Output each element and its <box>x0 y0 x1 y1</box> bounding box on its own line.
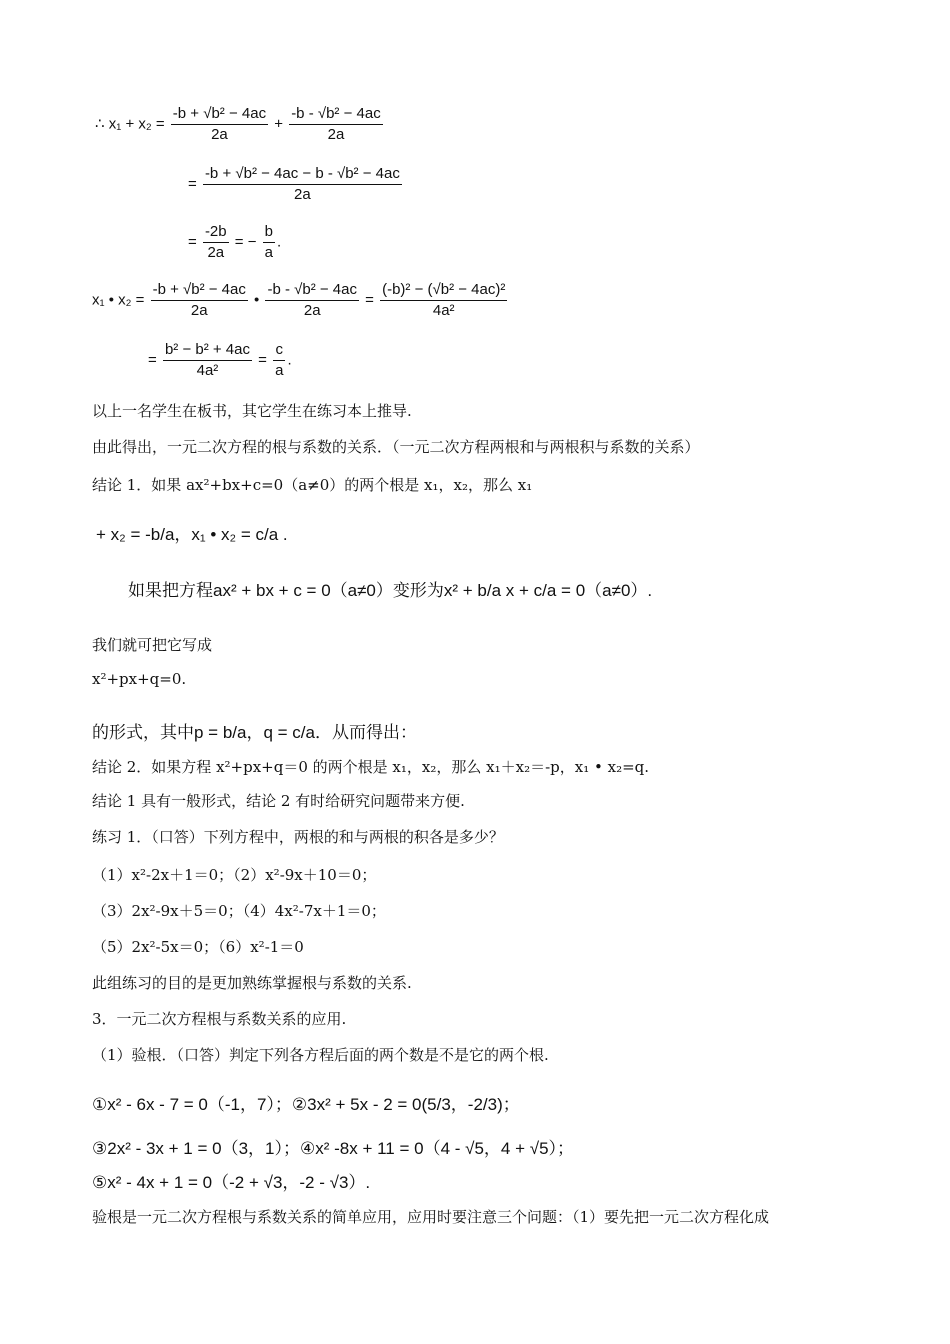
para-derive: 由此得出，一元二次方程的根与系数的关系．（一元二次方程两根和与两根积与系数的关系） <box>92 438 700 456</box>
final-paragraph: 验根是一元二次方程根与系数关系的简单应用，应用时要注意三个问题：（1）要先把一元二次方程化成 <box>92 1208 770 1226</box>
conclusion-2: 结论 2．如果方程 x²+px+q＝0 的两个根是 x₁，x₂，那么 x₁＋x₂＝-p，x₁ • x₂=q. <box>92 758 650 776</box>
verify-item: ③2x² - 3x + 1 = 0（3，1）；④x² -8x + 11 = 0（4 - √5，4 + √5）； <box>92 1139 575 1158</box>
frac-2b: $\frac{-2b}{2a}$ <box>204 223 227 261</box>
exercise-item: （3）2x²-9x＋5＝0；（4）4x²-7x＋1＝0； <box>92 902 386 920</box>
frac-plus: $\frac{\text{-b + √b² − 4ac}}{2a}$ <box>172 105 267 143</box>
prod-line-1: x₁ • x₂ = $\frac{\text{-b + √b² − 4ac}}{2a}$ • $\frac{\text{-b - √b² − 4ac}}{2a}$ = $\frac{\text{(-b)² − (√b² − 4ac)²}}{\text{4a²}}$ <box>92 281 506 319</box>
prod-frac-b2: $\frac{\text{b² − b² + 4ac}}{\text{4a²}}$ <box>164 341 250 379</box>
sum-line-1: ∴ x₁ + x₂ = $\frac{\text{-b + √b² − 4ac}}{2a}$ + $\frac{\text{-b - √b² − 4ac}}{2a}$ <box>95 105 381 143</box>
conclusion-compare: 结论 1 具有一般形式，结论 2 有时给研究问题带来方便. <box>92 792 465 810</box>
verify-title: （1）验根．（口答）判定下列各方程后面的两个数是不是它的两个根. <box>92 1046 549 1064</box>
frac-minus: $\frac{\text{-b - √b² − 4ac}}{2a}$ <box>291 105 381 143</box>
para-board: 以上一名学生在板书，其它学生在练习本上推导. <box>92 402 412 420</box>
sum-line-2: = $\frac{\text{-b + √b² − 4ac − b - √b² − 4ac}}{2a}$ <box>188 165 400 203</box>
sum-line-3: = $\frac{-2b}{2a}$ = − $\frac{b}{a}$ . <box>188 223 282 261</box>
prod-line-2: = $\frac{\text{b² − b² + 4ac}}{\text{4a²}}$ = $\frac{c}{a}$ . <box>148 341 292 379</box>
section-3-heading: 3．一元二次方程根与系数关系的应用. <box>92 1010 347 1028</box>
frac-b-a: $\frac{b}{a}$ <box>264 223 273 261</box>
verify-item: ⑤x² - 4x + 1 = 0（-2 + √3，-2 - √3）. <box>92 1173 371 1192</box>
prod-frac-sq: $\frac{\text{(-b)² − (√b² − 4ac)²}}{\text{4a²}}$ <box>382 281 506 319</box>
frac-combined: $\frac{\text{-b + √b² − 4ac − b - √b² − 4ac}}{2a}$ <box>204 165 400 203</box>
verify-item: ①x² - 6x - 7 = 0（-1，7）；②3x² + 5x - 2 = 0(5/3，-2/3)； <box>92 1095 520 1114</box>
prod-frac-c-a: $\frac{c}{a}$ <box>275 341 284 379</box>
exercise-item: （1）x²-2x＋1＝0；（2）x²-9x＋10＝0； <box>92 866 377 884</box>
exercise-goal: 此组练习的目的是更加熟练掌握根与系数的关系. <box>92 974 412 992</box>
exercise-title: 练习 1．（口答）下列方程中，两根的和与两根的积各是多少？ <box>92 828 504 846</box>
sum-lhs: ∴ x₁ + x₂ = <box>95 115 165 133</box>
transform-text: 如果把方程ax² + bx + c = 0（a≠0）变形为x² + b/a x + c/a = 0（a≠0）. <box>128 581 653 600</box>
exercise-item: （5）2x²-5x＝0；（6）x²-1＝0 <box>92 938 304 956</box>
para-write: 我们就可把它写成 <box>92 636 213 654</box>
prod-lhs: x₁ • x₂ = <box>92 291 145 309</box>
form-text: 的形式，其中p = b/a，q = c/a．从而得出： <box>92 723 417 742</box>
prod-frac-plus: $\frac{\text{-b + √b² − 4ac}}{2a}$ <box>152 281 246 319</box>
conclusion-1: 结论 1．如果 ax²+bx+c=0（a≠0）的两个根是 x₁，x₂，那么 x₁ <box>92 476 533 494</box>
prod-frac-minus: $\frac{\text{-b - √b² − 4ac}}{2a}$ <box>267 281 357 319</box>
conclusion-1-formula: + x₂ = -b/a，x₁ • x₂ = c/a . <box>96 525 288 544</box>
eq-pq: x²+px+q=0. <box>92 670 187 688</box>
